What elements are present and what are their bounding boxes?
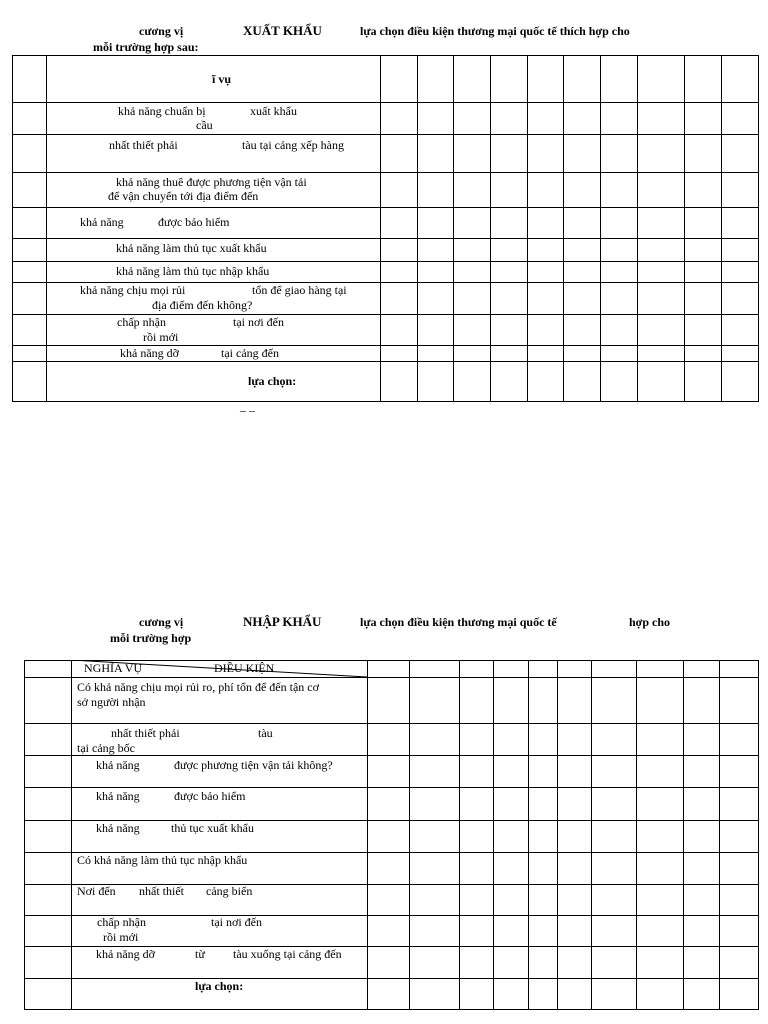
- import-heading-role: NHẬP KHẨU: [243, 614, 322, 629]
- export-row-text: khả năng: [80, 215, 124, 229]
- export-row-text: tổn để giao hàng tại: [252, 283, 347, 297]
- export-row-text: được bảo hiểm: [158, 215, 230, 229]
- import-row-text: từ: [195, 947, 205, 961]
- export-row-text: cầu: [196, 118, 213, 132]
- import-row-text: Có khả năng chịu mọi rủi ro, phí tổn để đến tận cơ: [77, 680, 319, 694]
- import-row-text: được phương tiện vận tải không?: [174, 758, 333, 772]
- import-row-text: tàu: [258, 726, 273, 740]
- import-footer-label: lựa chọn:: [195, 979, 244, 993]
- export-row-text: nhất thiết phải: [109, 138, 178, 152]
- import-row-text: chấp nhận: [97, 915, 146, 929]
- export-row-text: tàu tại cảng xếp hàng: [242, 138, 344, 152]
- export-row-text: xuất khẩu: [250, 104, 297, 118]
- import-heading-prefix: cương vị: [139, 615, 184, 629]
- export-header-label: ĩ vụ: [212, 72, 232, 86]
- import-row-text: khả năng dỡ: [96, 947, 155, 961]
- import-row-text: thủ tục xuất khẩu: [171, 821, 254, 835]
- export-heading-suffix: lựa chọn điều kiện thương mại quốc tế thích hợp cho: [360, 24, 630, 38]
- export-heading-line2: mỗi trường hợp sau:: [93, 40, 199, 54]
- export-row-text: khả năng chịu mọi rủi: [80, 283, 186, 297]
- import-row-text: khả năng: [96, 789, 140, 803]
- import-heading-line2: mỗi trường hợp: [110, 631, 192, 645]
- import-row-text: tàu xuống tại cảng đến: [233, 947, 342, 961]
- export-row-text: tại cảng đến: [221, 346, 279, 360]
- import-header-left: NGHĨA VỤ: [84, 661, 143, 675]
- export-row-text: khả năng thuê được phương tiện vận tải: [116, 175, 307, 189]
- import-row-text: khả năng: [96, 758, 140, 772]
- import-row-text: tại nơi đến: [211, 915, 262, 929]
- export-row-text: khả năng làm thủ tục xuất khẩu: [116, 241, 267, 255]
- export-footer-label: lựa chọn:: [248, 374, 297, 388]
- import-row-text: khả năng: [96, 821, 140, 835]
- export-row-text: rồi mới: [143, 330, 179, 344]
- stray-dashes: – –: [240, 403, 255, 417]
- import-row-text: rồi mới: [103, 930, 139, 944]
- import-row-text: Có khả năng làm thủ tục nhập khẩu: [77, 853, 248, 867]
- export-row-text: khả năng làm thủ tục nhập khẩu: [116, 264, 270, 278]
- import-heading-suffix2: hợp cho: [629, 615, 670, 629]
- export-row-text: để vận chuyển tới địa điểm đến: [108, 189, 259, 203]
- export-row-text: chấp nhận: [117, 315, 166, 329]
- import-row-text: sở người nhận: [77, 695, 146, 709]
- import-row-text: được bảo hiểm: [174, 789, 246, 803]
- import-row-text: nhất thiết phải: [111, 726, 180, 740]
- import-row-text: tại cảng bốc: [77, 741, 135, 755]
- export-row-text: địa điểm đến không?: [152, 298, 253, 312]
- import-row-text: cảng biển: [206, 884, 253, 898]
- import-header-right: ĐIỀU KIỆN: [214, 661, 275, 675]
- export-heading-prefix: cương vị: [139, 24, 184, 38]
- export-row-text: khả năng chuẩn bị: [118, 104, 206, 118]
- export-row-text: khả năng dỡ: [120, 346, 179, 360]
- export-row-text: tại nơi đến: [233, 315, 284, 329]
- import-heading-suffix: lựa chọn điều kiện thương mại quốc tế: [360, 615, 557, 629]
- import-row-text: nhất thiết: [139, 884, 184, 898]
- import-row-text: Nơi đến: [77, 884, 116, 898]
- export-heading-role: XUẤT KHẨU: [243, 23, 322, 38]
